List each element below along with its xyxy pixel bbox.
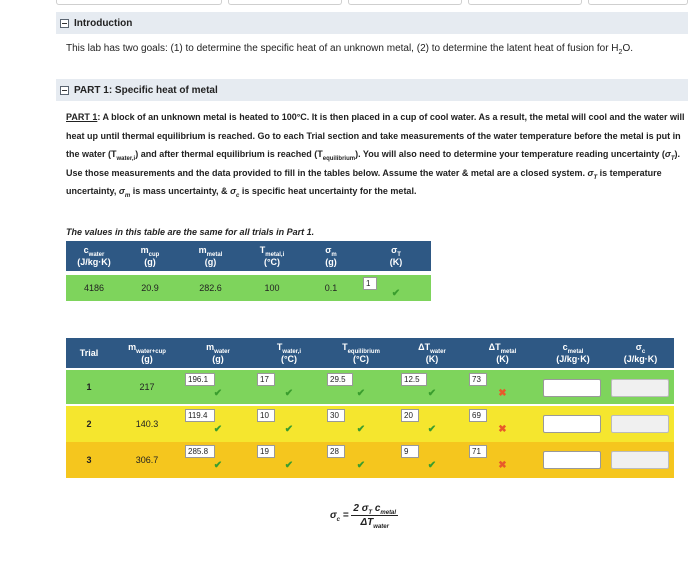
part1-section-header[interactable] <box>56 79 688 101</box>
cross-icon: ✖ <box>498 460 507 471</box>
check-icon: ✔ <box>284 460 294 471</box>
m-water-cup-value: 217 <box>112 370 182 404</box>
header-t-water-i: $T_{water,i}$ (°C) <box>254 338 324 368</box>
constants-table-caption: The values in this table are the same for all trials in Part 1. <box>66 227 315 237</box>
t-eq-input[interactable]: 30 <box>327 409 345 422</box>
dt-metal-cell <box>466 370 539 404</box>
trials-table <box>66 338 674 478</box>
sigma-c-input[interactable] <box>611 451 669 469</box>
trial-number: 1 <box>66 370 112 404</box>
t-eq-input[interactable]: 29.5 <box>327 373 353 386</box>
t-eq-cell <box>324 442 398 478</box>
m-water-cup-value: 306.7 <box>112 442 182 478</box>
header-m-cup: $m_{cup}$ (g) <box>122 241 178 273</box>
dt-water-cell <box>398 406 466 442</box>
c-metal-cell <box>539 442 607 478</box>
top-tab-strip <box>0 0 700 8</box>
part1-instructions: PART 1: A block of an unknown metal is heated to 100°C. It is then placed in a cup of cool water. As a result, the metal will cool and the water will heat up until thermal equilibrium is reached. Go to each Trial section and take measurements of the water temperature before the metal is put in the water $(T_{water,i})$ and after thermal equilibrium is reached $(T_{equilibrium})$. You will also need to determine your temperature reading uncertainty $(\sigma_T)$. Use those measurements and the data provided to fill in the tables below. Assume the water & metal are a closed system. $\sigma_T$ is temperature uncertainty, $\sigma_m$ is mass uncertainty, & $\sigma_c$ is specific heat uncertainty for the metal. <box>66 112 685 199</box>
check-icon: ✔ <box>427 388 437 399</box>
header-c-metal: $c_{metal}$ (J/kg·K) <box>539 338 607 368</box>
dt-water-input[interactable]: 9 <box>401 445 419 458</box>
check-icon: ✔ <box>284 424 294 435</box>
header-sigma-m: $\sigma_m$ (g) <box>301 241 361 273</box>
table-row <box>66 370 674 404</box>
check-icon: ✔ <box>356 388 366 399</box>
collapse-icon[interactable] <box>60 19 69 28</box>
dt-water-input[interactable]: 20 <box>401 409 419 422</box>
sigma-t-input[interactable]: 1 <box>363 277 377 290</box>
value-m-cup: 20.9 <box>122 273 178 301</box>
t-water-i-cell <box>254 442 324 478</box>
header-trial: Trial <box>66 338 112 368</box>
t-water-i-input[interactable]: 17 <box>257 373 275 386</box>
m-water-cell <box>182 442 254 478</box>
table-row <box>66 406 674 442</box>
dt-metal-input[interactable]: 69 <box>469 409 487 422</box>
check-icon: ✔ <box>356 460 366 471</box>
header-dt-water: $\Delta T_{water}$ (K) <box>398 338 466 368</box>
header-dt-metal: $\Delta T_{metal}$ (K) <box>466 338 539 368</box>
sigma-c-cell <box>607 406 674 442</box>
t-water-i-input[interactable]: 19 <box>257 445 275 458</box>
header-sigma-c: $\sigma_c$ (J/kg·K) <box>607 338 674 368</box>
t-water-i-cell <box>254 406 324 442</box>
top-tab-1 <box>56 0 222 5</box>
sigma-c-input[interactable] <box>611 415 669 433</box>
sigma-c-cell <box>607 442 674 478</box>
part1-title: PART 1: Specific heat of metal <box>74 84 218 96</box>
c-metal-cell <box>539 406 607 442</box>
collapse-icon[interactable] <box>60 86 69 95</box>
header-sigma-t: $\sigma_T$ (K) <box>361 241 431 273</box>
m-water-input[interactable]: 119.4 <box>185 409 215 422</box>
c-metal-input[interactable] <box>543 451 601 469</box>
constants-table <box>66 241 431 301</box>
dt-water-cell <box>398 370 466 404</box>
check-icon: ✔ <box>213 424 223 435</box>
dt-metal-input[interactable]: 71 <box>469 445 487 458</box>
m-water-input[interactable]: 196.1 <box>185 373 215 386</box>
check-icon: ✔ <box>391 288 401 299</box>
check-icon: ✔ <box>427 460 437 471</box>
check-icon: ✔ <box>213 388 223 399</box>
t-eq-cell <box>324 406 398 442</box>
t-water-i-cell <box>254 370 324 404</box>
value-t-metal-i: 100 <box>243 273 301 301</box>
introduction-section-header[interactable] <box>56 12 688 34</box>
check-icon: ✔ <box>213 460 223 471</box>
m-water-cell <box>182 370 254 404</box>
t-eq-input[interactable]: 28 <box>327 445 345 458</box>
sigma-t-cell <box>361 273 431 301</box>
header-m-water-cup: $m_{water+cup}$ (g) <box>112 338 182 368</box>
check-icon: ✔ <box>427 424 437 435</box>
check-icon: ✔ <box>356 424 366 435</box>
m-water-input[interactable]: 285.8 <box>185 445 215 458</box>
top-tab-3 <box>348 0 462 5</box>
c-metal-cell <box>539 370 607 404</box>
value-sigma-m: 0.1 <box>301 273 361 301</box>
sigma-c-input[interactable] <box>611 379 669 397</box>
sigma-c-cell <box>607 370 674 404</box>
top-tab-4 <box>468 0 582 5</box>
dt-metal-cell <box>466 406 539 442</box>
header-t-metal-i: $T_{metal,i}$ (°C) <box>243 241 301 273</box>
trial-number: 3 <box>66 442 112 478</box>
check-icon: ✔ <box>284 388 294 399</box>
t-eq-cell <box>324 370 398 404</box>
dt-water-cell <box>398 442 466 478</box>
top-tab-2 <box>228 0 342 5</box>
dt-water-input[interactable]: 12.5 <box>401 373 427 386</box>
t-water-i-input[interactable]: 10 <box>257 409 275 422</box>
header-t-equilibrium: $T_{equilibrium}$ (°C) <box>324 338 398 368</box>
dt-metal-cell <box>466 442 539 478</box>
cross-icon: ✖ <box>498 424 507 435</box>
dt-metal-input[interactable]: 73 <box>469 373 487 386</box>
header-m-water: $m_{water}$ (g) <box>182 338 254 368</box>
top-tab-5 <box>588 0 688 5</box>
value-m-metal: 282.6 <box>178 273 243 301</box>
table-row <box>66 442 674 478</box>
m-water-cell <box>182 406 254 442</box>
header-c-water: $c_{water}$ (J/kg·K) <box>66 241 122 273</box>
value-c-water: 4186 <box>66 273 122 301</box>
c-metal-input[interactable] <box>543 415 601 433</box>
c-metal-input[interactable] <box>543 379 601 397</box>
introduction-text: This lab has two goals: (1) to determine the specific heat of an unknown metal, (2) to determine the latent heat of fusion for $H_2O$. <box>66 43 633 56</box>
introduction-title: Introduction <box>74 17 133 29</box>
header-m-metal: $m_{metal}$ (g) <box>178 241 243 273</box>
uncertainty-formula: $\sigma_c$ = $\frac{2 \sigma_T c_{metal}}{\Delta T_{water}}$ <box>330 503 397 530</box>
m-water-cup-value: 140.3 <box>112 406 182 442</box>
cross-icon: ✖ <box>498 388 507 399</box>
trial-number: 2 <box>66 406 112 442</box>
